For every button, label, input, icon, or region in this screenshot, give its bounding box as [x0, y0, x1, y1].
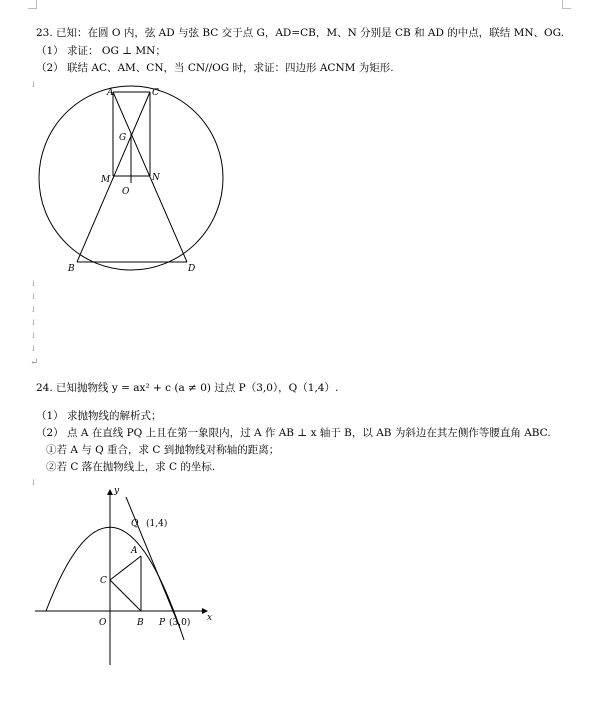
paragraph-mark: ↓ [30, 318, 37, 327]
label-c: C [152, 88, 159, 98]
label-g: G [119, 133, 127, 143]
q23-stem: 23. 已知：在圆 O 内，弦 AD 与弦 BC 交于点 G，AD=CB，M、N 分别是 CB 和 AD 的中点，联结 MN、OG. [36, 27, 565, 39]
q24-sub1: ①若 A 与 Q 重合，求 C 到抛物线对称轴的距离； [46, 444, 280, 456]
q24-stem: 24. 已知抛物线 y = ax² + c (a ≠ 0) 过点 P（3,0），Q（1,4）. [36, 382, 339, 394]
q24-sub2: ②若 C 落在抛物线上，求 C 的坐标. [46, 461, 216, 473]
label-q: Q [131, 519, 139, 529]
q23-part2: （2） 联结 AC、AM、CN，当 CN//OG 时，求证：四边形 ACNM 为矩形. [36, 62, 394, 74]
label-p-coord: (3,0) [169, 618, 191, 628]
paragraph-mark: ↓ [30, 292, 37, 301]
q24-part1: （1） 求抛物线的解析式； [36, 410, 162, 422]
label-b: B [137, 618, 144, 628]
paragraph-mark: ↓ [30, 478, 37, 487]
label-c: C [100, 576, 107, 586]
label-a: A [107, 88, 114, 98]
label-n: N [152, 173, 160, 183]
q24-part2: （2） 点 A 在直线 PQ 上且在第一象限内，过 A 作 AB ⊥ x 轴于 B，以 AB 为斜边在其左侧作等腰直角 ABC. [36, 427, 551, 439]
paragraph-mark: ↓ [30, 305, 37, 314]
paragraph-mark: ↓ [30, 331, 37, 340]
label-y: y [114, 486, 120, 496]
label-o: O [99, 618, 107, 628]
label-a: A [131, 546, 138, 556]
q23-part1: （1） 求证： OG ⊥ MN； [36, 45, 166, 57]
label-b: B [68, 264, 75, 274]
label-o: O [122, 187, 130, 197]
paragraph-mark: ↓ [30, 279, 37, 288]
segment-cb [110, 580, 141, 611]
paragraph-mark: ↓ [30, 344, 37, 353]
label-m: M [101, 175, 111, 185]
line-pq [126, 497, 180, 628]
paragraph-mark: ↵ [30, 357, 39, 368]
paragraph-mark: ↓ [30, 80, 37, 89]
label-d: D [188, 264, 196, 274]
label-p: P [159, 618, 166, 628]
label-q-coord: (1,4) [146, 519, 168, 529]
segment-ac [110, 556, 141, 580]
label-x: x [207, 613, 213, 623]
